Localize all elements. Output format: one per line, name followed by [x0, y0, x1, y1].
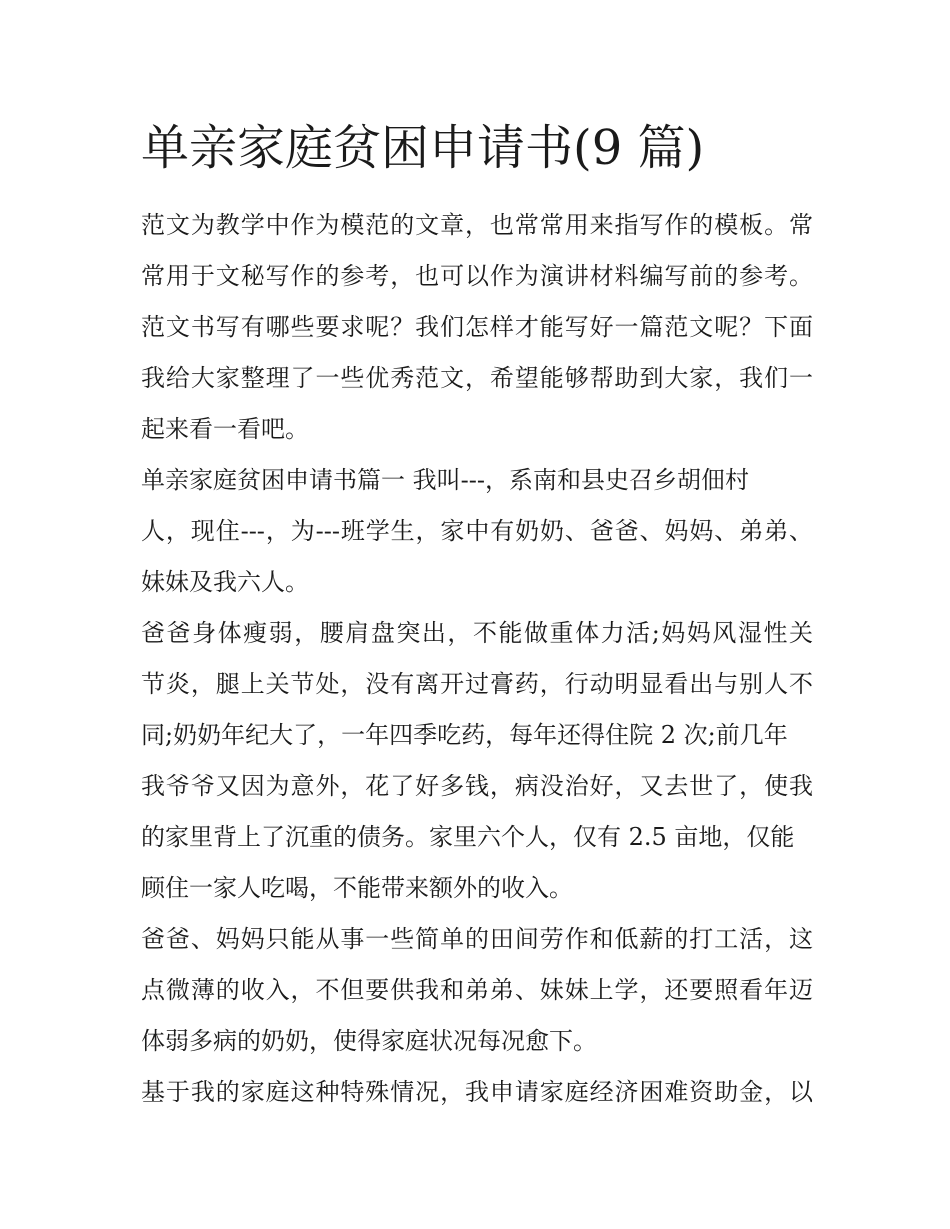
body-line: 顾住一家人吃喝，不能带来额外的收入。 [141, 874, 573, 902]
body-line: 范文书写有哪些要求呢？我们怎样才能写好一篇范文呢？下面 [141, 313, 813, 341]
body-line: 的家里背上了沉重的债务。家里六个人，仅有 2.5 亩地，仅能 [141, 823, 795, 851]
body-line: 同;奶奶年纪大了，一年四季吃药，每年还得住院 2 次;前几年 [141, 721, 788, 749]
document-body [141, 200, 813, 1118]
body-line: 点微薄的收入，不但要供我和弟弟、妹妹上学，还要照看年迈 [141, 976, 813, 1004]
body-line: 我爷爷又因为意外，花了好多钱，病没治好，又去世了，使我 [141, 772, 813, 800]
document-title: 单亲家庭贫困申请书(9 篇) [141, 120, 705, 176]
body-line: 单亲家庭贫困申请书篇一 我叫---，系南和县史召乡胡佃村 [141, 466, 749, 494]
body-line: 常用于文秘写作的参考，也可以作为演讲材料编写前的参考。 [141, 262, 813, 290]
body-line: 我给大家整理了一些优秀范文，希望能够帮助到大家，我们一 [141, 364, 813, 392]
body-line: 爸爸、妈妈只能从事一些简单的田间劳作和低薪的打工活，这 [141, 925, 813, 953]
body-line: 起来看一看吧。 [141, 415, 309, 443]
body-line: 爸爸身体瘦弱，腰肩盘突出，不能做重体力活;妈妈风湿性关 [141, 619, 813, 647]
body-line: 人，现住---，为---班学生，家中有奶奶、爸爸、妈妈、弟弟、 [141, 517, 813, 545]
body-line: 体弱多病的奶奶，使得家庭状况每况愈下。 [141, 1027, 597, 1055]
body-line: 妹妹及我六人。 [141, 568, 309, 596]
body-line: 范文为教学中作为模范的文章，也常常用来指写作的模板。常 [141, 211, 813, 239]
body-line: 基于我的家庭这种特殊情况，我申请家庭经济困难资助金，以 [141, 1078, 813, 1106]
body-line: 节炎，腿上关节处，没有离开过膏药，行动明显看出与别人不 [141, 670, 813, 698]
